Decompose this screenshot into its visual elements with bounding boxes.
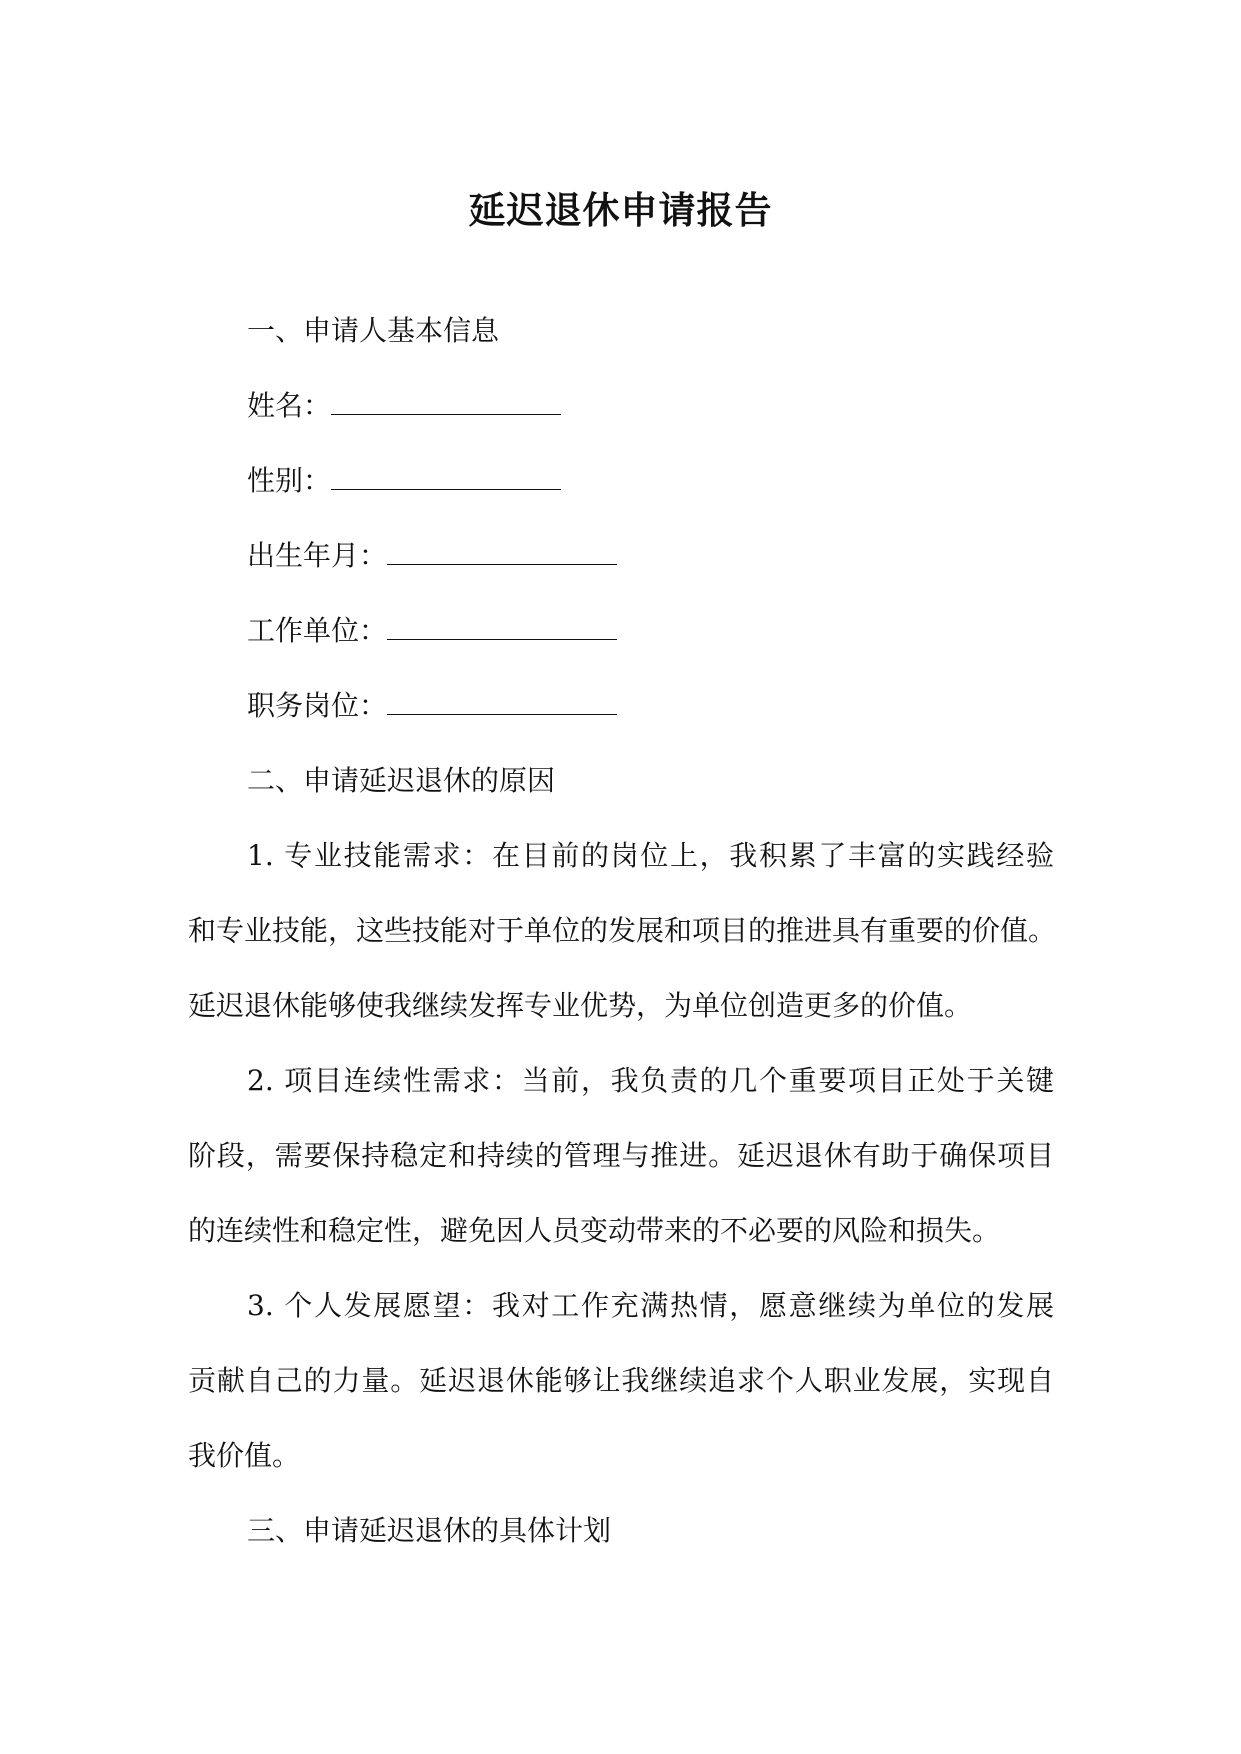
reason3-line2: 贡献自己的力量。延迟退休能够让我继续追求个人职业发展，实现自 xyxy=(188,1364,1054,1397)
reason3-line3: 我价值。 xyxy=(188,1439,301,1472)
reason2-line2: 阶段，需要保持稳定和持续的管理与推进。延迟退休有助于确保项目 xyxy=(188,1139,1054,1172)
reason1-line3: 延迟退休能够使我继续发挥专业优势，为单位创造更多的价值。 xyxy=(188,989,973,1022)
reason1-line1: 1. 专业技能需求：在目前的岗位上，我积累了丰富的实践经验 xyxy=(247,839,1054,872)
field-position-blank[interactable] xyxy=(387,686,617,715)
document-title: 延迟退休申请报告 xyxy=(468,188,773,232)
field-birth-label: 出生年月： xyxy=(247,539,388,572)
field-name-label: 姓名： xyxy=(247,389,332,422)
field-employer-label: 工作单位： xyxy=(247,614,388,647)
field-birth xyxy=(247,536,617,576)
field-name xyxy=(247,386,561,426)
field-employer-blank[interactable] xyxy=(387,611,617,640)
section3-heading: 三、申请延迟退休的具体计划 xyxy=(247,1514,612,1547)
field-gender-blank[interactable] xyxy=(331,461,561,490)
field-employer xyxy=(247,611,617,651)
reason1-line2: 和专业技能，这些技能对于单位的发展和项目的推进具有重要的价值。 xyxy=(188,914,1057,947)
reason3-line1: 3. 个人发展愿望：我对工作充满热情，愿意继续为单位的发展 xyxy=(247,1289,1054,1322)
field-gender xyxy=(247,461,561,501)
field-name-blank[interactable] xyxy=(331,386,561,415)
field-position xyxy=(247,686,617,726)
reason2-line3: 的连续性和稳定性，避免因人员变动带来的不必要的风险和损失。 xyxy=(188,1214,1001,1247)
field-birth-blank[interactable] xyxy=(387,536,617,565)
field-gender-label: 性别： xyxy=(247,464,332,497)
field-position-label: 职务岗位： xyxy=(247,689,388,722)
section1-heading: 一、申请人基本信息 xyxy=(247,314,500,347)
reason2-line1: 2. 项目连续性需求：当前，我负责的几个重要项目正处于关键 xyxy=(247,1064,1054,1097)
section2-heading: 二、申请延迟退休的原因 xyxy=(247,764,556,797)
